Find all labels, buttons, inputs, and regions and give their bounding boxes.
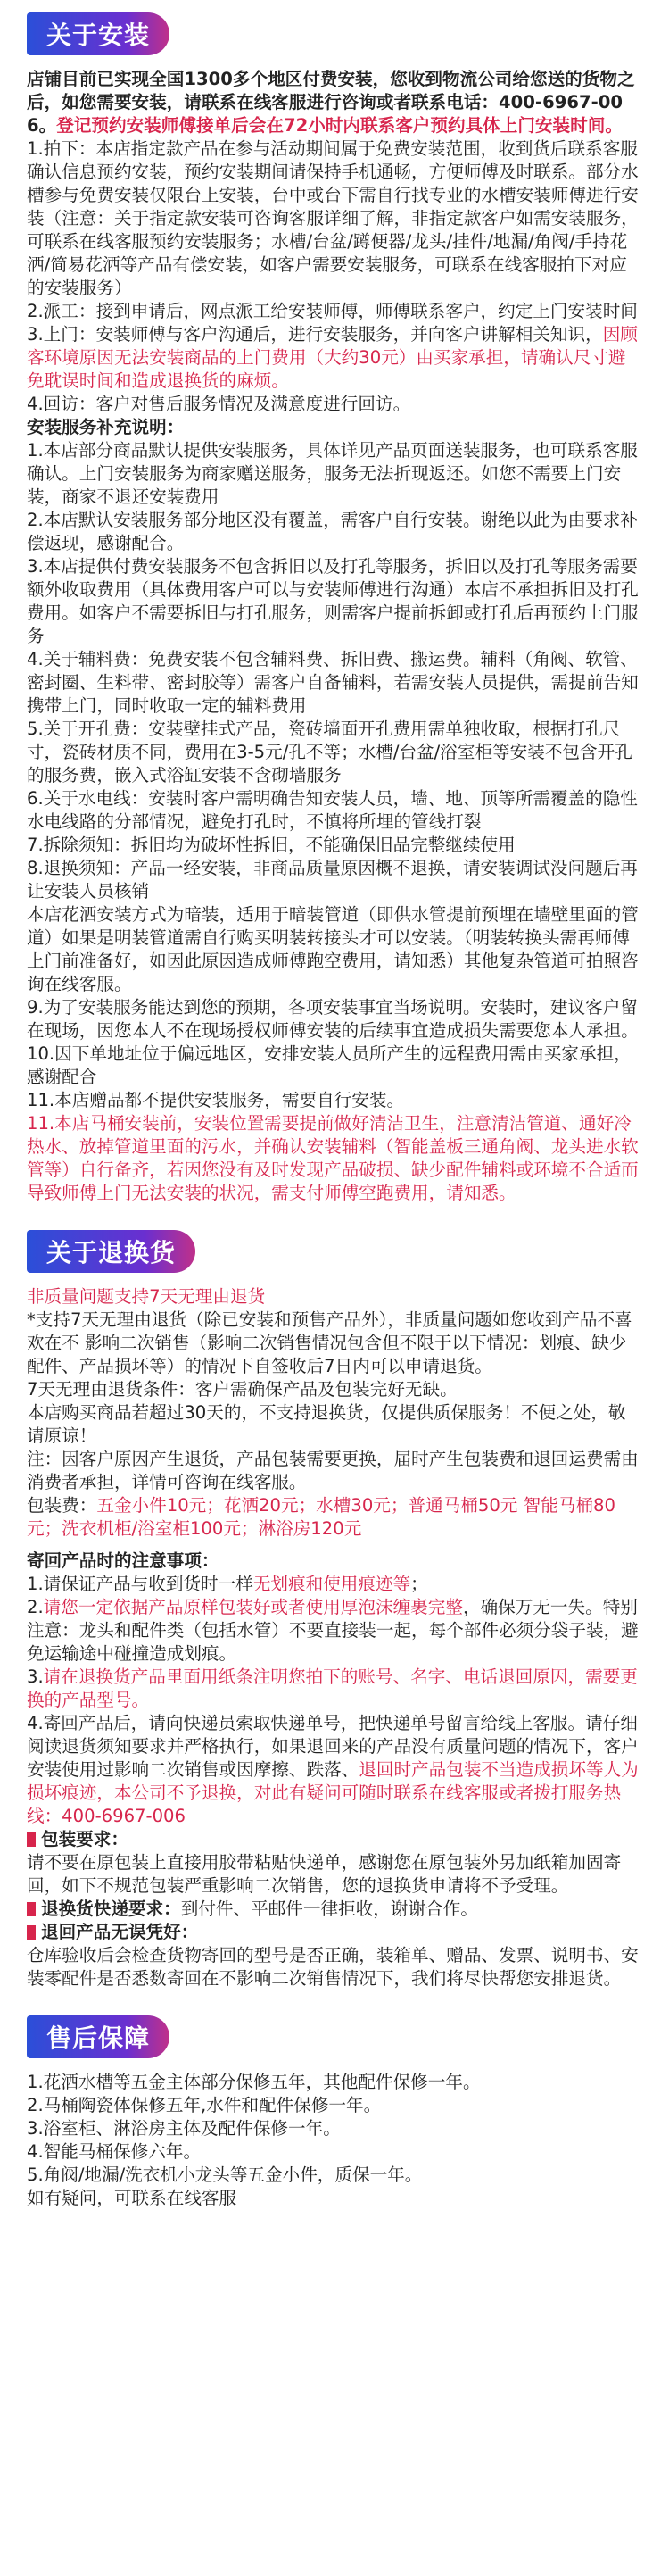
warranty-item: 3.浴室柜、淋浴房主体及配件保修一年。	[27, 2118, 341, 2139]
install-section-title: 关于安装	[27, 12, 169, 55]
install-step	[27, 393, 642, 416]
mail-note-highlight: 请在退换货产品里面用纸条注明您拍下的账号、名字、电话退回原因，需要更换的产品型号。	[27, 1666, 638, 1710]
mail-note	[27, 1596, 642, 1666]
packaging-fee-values: 五金小件10元；花洒20元；水槽30元；普通马桶50元 智能马桶80元；洗衣机柜/浴室柜100元；淋浴房120元	[27, 1495, 615, 1539]
returns-section-header	[27, 1230, 642, 1273]
install-note	[27, 648, 642, 718]
mail-note-text: 1.请保证产品与收到货时一样	[27, 1574, 253, 1594]
install-step-text: 3.上门：安装师傅与客户沟通后，进行安装服务，并向客户讲解相关知识，	[27, 324, 603, 345]
mail-notes-list	[27, 1573, 642, 1828]
install-note-text: 2.本店默认安装服务部分地区没有覆盖，需客户自行安装。谢绝以此为由要求补偿返现，感谢配合。	[27, 510, 638, 553]
install-note-text: 7.拆除须知：拆旧均为破坏性拆旧，不能确保旧品完整继续使用	[27, 835, 516, 855]
install-intro-text: 店铺目前已实现全国1300多个地区付费安装，您收到物流公司给您送的货物之后，如您需要安装，请联系在线客服进行咨询或者联系电话：400-6967-006。	[27, 69, 635, 136]
mail-note-text: 4.寄回产品后，请向快递员索取快递单号，把快递单号留言给线上客服。请仔细阅读退货须知要求并严格执行，如果退回来的产品没有质量问题的情况下，客户安装使用过影响二次销售或因摩擦、跌落、	[27, 1713, 639, 1780]
install-note	[27, 718, 642, 787]
courier-requirement	[27, 1898, 642, 1921]
warranty-item: 5.角阀/地漏/洗衣机小龙头等五金小件，质保一年。	[27, 2165, 423, 2185]
red-square-icon	[27, 1832, 36, 1847]
install-note	[27, 1043, 642, 1089]
install-step	[27, 137, 642, 300]
mail-note-text: 2.	[27, 1597, 44, 1617]
packaging-requirement-title	[27, 1828, 642, 1851]
return-check-body: 仓库验收后会检查货物寄回的型号是否正确，装箱单、赠品、发票、说明书、安装零配件是否悉数寄回在不影响二次销售情况下，我们将尽快帮您安排退货。	[27, 1945, 639, 1989]
warranty-item: 4.智能马桶保修六年。	[27, 2141, 202, 2162]
install-note	[27, 857, 642, 996]
packaging-requirement-body: 请不要在原包装上直接用胶带粘贴快递单，感谢您在原包装外另加纸箱加固寄回，如下不规范包装严重影响二次销售，您的退换货申请将不予受理。	[27, 1852, 622, 1896]
install-note-text: 5.关于开孔费：安装壁挂式产品，瓷砖墙面开孔费用需单独收取，根据打孔尺寸，瓷砖材质不同，费用在3-5元/孔不等；水槽/台盆/浴室柜等安装不包含开孔的服务费，嵌入式浴缸安装不含砌墙服务	[27, 719, 632, 785]
install-intro	[27, 68, 642, 137]
install-step	[27, 323, 642, 393]
red-square-icon	[27, 1925, 36, 1940]
courier-requirement-body: 到付件、平邮件一律拒收，谢谢合作。	[180, 1899, 478, 1919]
return-check-title	[27, 1921, 642, 1944]
warranty-section-header	[27, 2015, 642, 2058]
install-note-text: 11.本店赠品都不提供安装服务，需要自行安装。	[27, 1090, 405, 1110]
install-note-text: 3.本店提供付费安装服务不包含拆旧以及打孔等服务，拆旧以及打孔等服务需要额外收取费用（具体费用客户可以与安装师傅进行沟通）本店不承担拆旧及打孔费用。如客户不需要拆旧与打孔服务，则需客户提前拆卸或打孔后再预约上门服务	[27, 556, 639, 646]
install-note-text: 8.退换须知：产品一经安装，非商品质量原因概不退换，请安装调试没问题后再让安装人员核销 本店花洒安装方式为暗装，适用于暗装管道（即供水管提前预埋在墙壁里面的管道）如果是明装管道需自行购买明装转接头才可以安装。（明装转换头需再师傅上门前准备好，如因此原因造成师傅跑空费用，请知悉）其他复杂管道可拍照咨询在线客服。	[27, 858, 639, 994]
return-check-label: 退回产品无误凭好：	[41, 1922, 199, 1942]
mail-note-highlight: 请您一定依据产品原样包装好或者使用厚泡沫缠裹完整	[43, 1597, 463, 1617]
mail-notes-title: 寄回产品时的注意事项：	[27, 1550, 219, 1571]
warranty-section-title: 售后保障	[27, 2015, 169, 2058]
install-notes-title: 安装服务补充说明：	[27, 417, 185, 437]
install-note-text: 6.关于水电线：安装时客户需明确告知安装人员，墙、地、顶等所需覆盖的隐性水电线路的分部情况，避免打孔时，不慎将所埋的管线打裂	[27, 788, 638, 832]
install-note	[27, 555, 642, 648]
returns-headline: 非质量问题支持7天无理由退货	[27, 1286, 266, 1307]
mail-note	[27, 1666, 642, 1712]
install-step	[27, 300, 642, 323]
warranty-item: 2.马桶陶瓷体保修五年,水件和配件保修一年。	[27, 2095, 382, 2115]
returns-body: *支持7天无理由退货（除已安装和预售产品外），非质量问题如您收到产品不喜欢在不 影响二次销售（影响二次销售情况包含但不限于以下情况：划痕、缺少配件、产品损坏等）的情况下自签收后7日内可以申请退货。 7天无理由退货条件：客户需确保产品及包装完好无缺。 本店购买商品若超过30天的，不支持退换货，仅提供质保服务！不便之处，敬请原谅！ 注：因客户原因产生退货，产品包装需要更换，届时产生包装费和退回运费需由消费者承担，详情可咨询在线客服。	[27, 1309, 639, 1492]
mail-note-tail: ；	[410, 1574, 428, 1594]
install-note	[27, 996, 642, 1043]
install-note-text: 1.本店部分商品默认提供安装服务，具体详见产品页面送装服务，也可联系客服确认。上门安装服务为商家赠送服务，服务无法折现返还。如您不需要上门安装，商家不退还安装费用	[27, 440, 638, 507]
install-note-text: 9.为了安装服务能达到您的预期，各项安装事宜当场说明。安装时，建议客户留在现场，因您本人不在现场授权师傅安装的后续事宜造成损失需要您本人承担。	[27, 997, 639, 1041]
install-note	[27, 1089, 642, 1112]
install-note	[27, 834, 642, 857]
mail-note	[27, 1712, 642, 1828]
install-notes-list	[27, 439, 642, 1205]
install-note	[27, 439, 642, 509]
install-steps-list	[27, 137, 642, 416]
install-intro-highlight: 登记预约安装师傅接单后会在72小时内联系客户预约具体上门安装时间。	[56, 115, 623, 136]
install-step-highlight: 因顾客环境原因无法安装商品的上门费用（大约30元）由买家承担，请确认尺寸避免耽误时间和造成退换货的麻烦。	[27, 324, 638, 391]
install-note	[27, 787, 642, 834]
mail-note	[27, 1573, 642, 1596]
courier-requirement-label: 退换货快递要求：	[41, 1899, 181, 1919]
red-square-icon	[27, 1902, 36, 1916]
returns-section-title: 关于退换货	[27, 1230, 195, 1273]
install-step-text: 4.回访：客户对售后服务情况及满意度进行回访。	[27, 394, 411, 414]
install-note-text: 4.关于辅料费：免费安装不包含辅料费、拆旧费、搬运费。辅料（角阀、软管、密封圈、生料带、密封胶等）需客户自备辅料，若需安装人员提供，需提前告知携带上门，同时收取一定的辅料费用	[27, 649, 639, 716]
packaging-requirement-label: 包装要求：	[41, 1829, 128, 1849]
mail-note-highlight: 退回时产品包装不当造成损坏等人为损坏痕迹，本公司不予退换，对此有疑问可随时联系在线客服或者拨打服务热线：400-6967-006	[27, 1759, 639, 1826]
mail-note-tail: ，确保万无一失。特别注意：龙头和配件类（包括水管）不要直接装一起，每个部件必须分袋子装，避免运输途中碰撞造成划痕。	[27, 1597, 639, 1664]
install-note	[27, 1112, 642, 1205]
install-section-header	[27, 12, 642, 55]
mail-note-highlight: 无划痕和使用痕迹等	[252, 1574, 411, 1594]
install-note-highlight: 11.本店马桶安装前，安装位置需要提前做好清洁卫生，注意清洁管道、通好冷热水、放掉管道里面的污水，并确认安装辅料（智能盖板三通角阀、龙头进水软管等）自行备齐，若因您没有及时发现产品破损、缺少配件辅料或环境不合适而导致师傅上门无法安装的状况，需支付师傅空跑费用，请知悉。	[27, 1113, 639, 1203]
mail-note-text: 3.	[27, 1666, 44, 1687]
packaging-fee	[27, 1494, 642, 1541]
install-note	[27, 509, 642, 555]
packaging-fee-label: 包装费：	[27, 1495, 97, 1516]
install-note-text: 10.因下单地址位于偏远地区，安排安装人员所产生的远程费用需由买家承担，感谢配合	[27, 1043, 632, 1087]
install-step-text: 2.派工：接到申请后，网点派工给安装师傅，师傅联系客户，约定上门安装时间	[27, 301, 638, 321]
install-step-text: 1.拍下：本店指定款产品在参与活动期间属于免费安装范围，收到货后联系客服确认信息预约安装，预约安装期间请保持手机通畅，方便师傅及时联系。部分水槽参与免费安装仅限台上安装，台中或台下需自行找专业的水槽安装师傅进行安装（注意：关于指定款安装可咨询客服详细了解，非指定款客户如需安装服务，可联系在线客服预约安装服务；水槽/台盆/蹲便器/龙头/挂件/地漏/角阀/手持花洒/简易花洒等产品有偿安装，如客户需要安装服务，可联系在线客服拍下对应的安装服务）	[27, 138, 639, 298]
warranty-item: 1.花洒水槽等五金主体部分保修五年，其他配件保修一年。	[27, 2072, 481, 2092]
warranty-item: 如有疑问，可联系在线客服	[27, 2188, 237, 2208]
warranty-list	[27, 2071, 642, 2210]
